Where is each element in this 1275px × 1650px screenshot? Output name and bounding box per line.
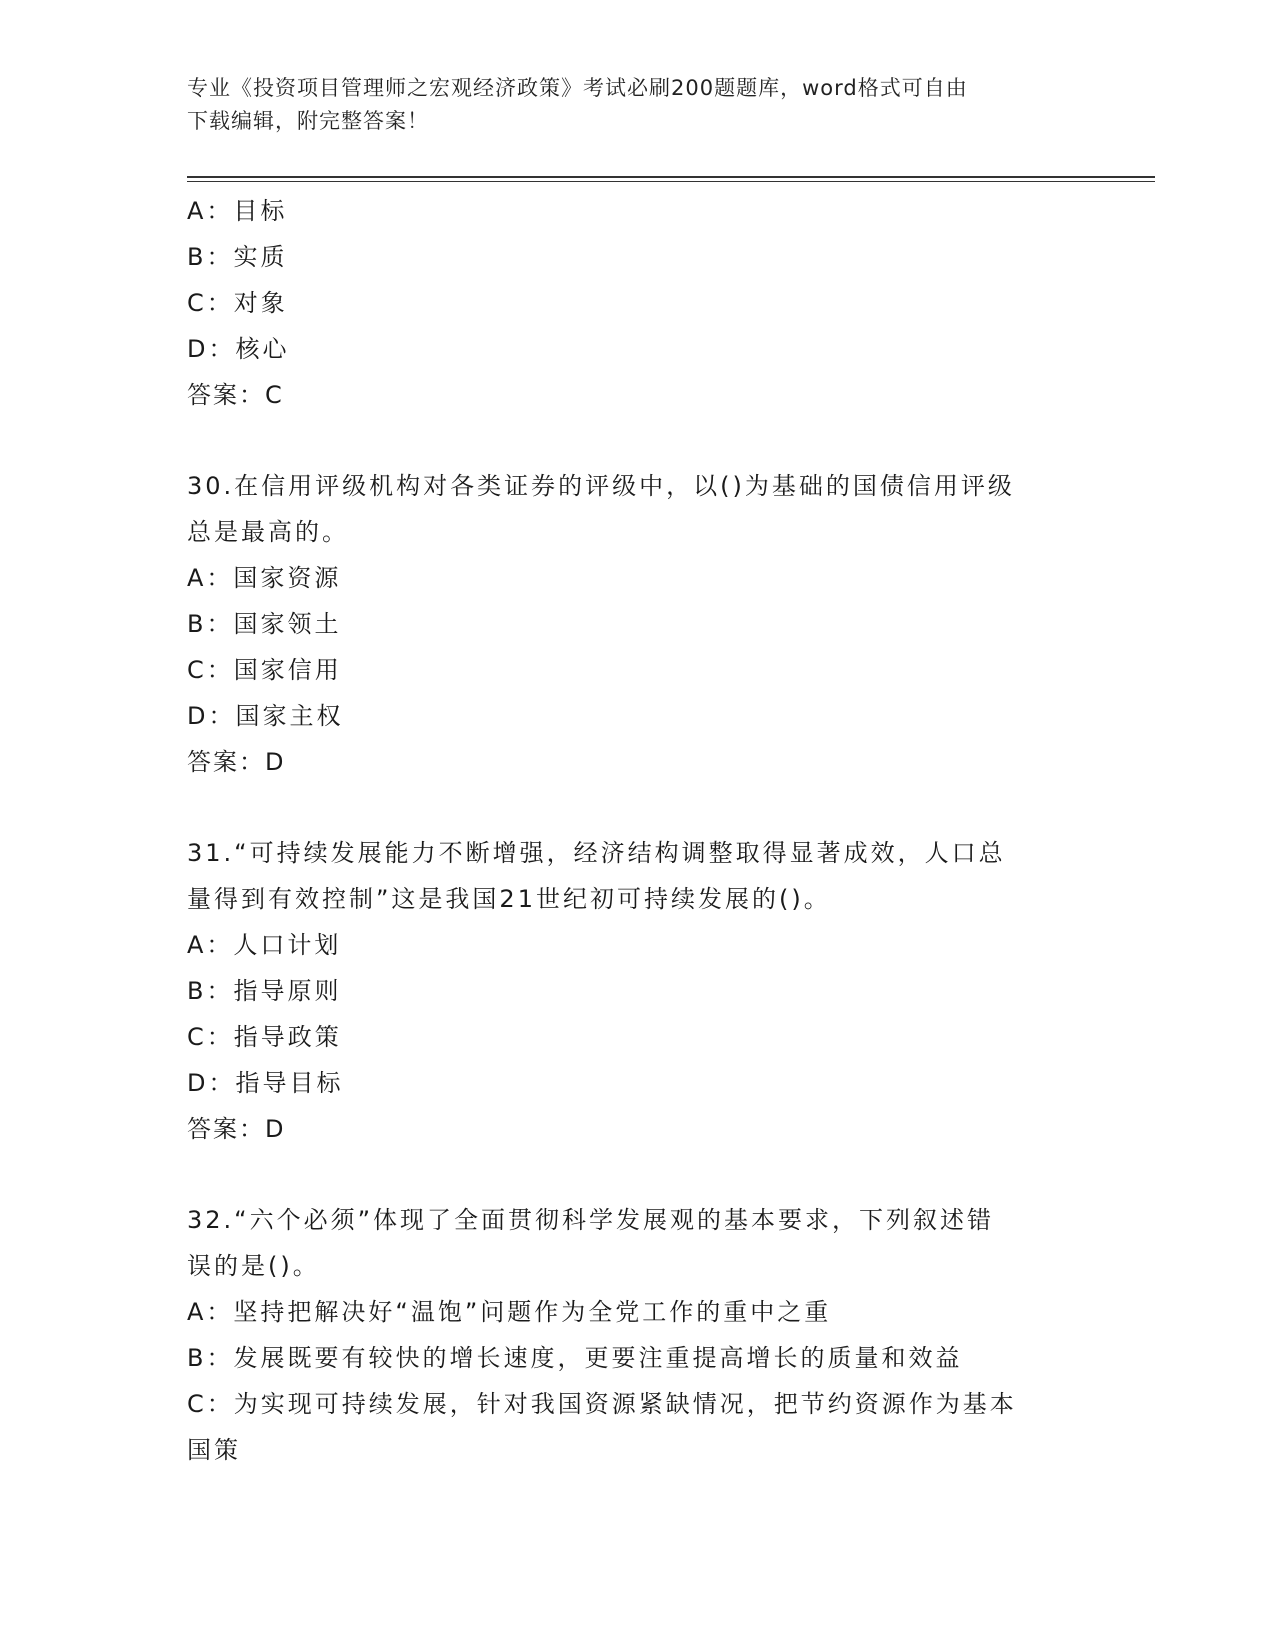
- question-title: 31.“可持续发展能力不断增强，经济结构调整取得显著成效，人口总: [187, 839, 1006, 867]
- page-header: [187, 72, 1087, 138]
- spacer: [187, 418, 1087, 463]
- question-block-31: [187, 830, 1087, 1152]
- option-a: A：坚持把解决好“温饱”问题作为全党工作的重中之重: [187, 1298, 832, 1326]
- spacer: [187, 785, 1087, 830]
- option-c: C：对象: [187, 289, 288, 317]
- question-title: 30.在信用评级机构对各类证券的评级中，以()为基础的国债信用评级: [187, 472, 1015, 500]
- option-b: B：实质: [187, 243, 288, 271]
- spacer: [187, 1152, 1087, 1197]
- option-d: D：指导目标: [187, 1069, 344, 1097]
- option-c: C：指导政策: [187, 1023, 342, 1051]
- document-body: [187, 188, 1087, 1473]
- answer-text: 答案：C: [187, 381, 284, 409]
- header-line-1: 专业《投资项目管理师之宏观经济政策》考试必刷200题题库，word格式可自由: [187, 76, 968, 100]
- option-d: D：核心: [187, 335, 290, 363]
- question-title: 32.“六个必须”体现了全面贯彻科学发展观的基本要求，下列叙述错: [187, 1206, 995, 1234]
- option-a: A：目标: [187, 197, 288, 225]
- question-title-cont: 总是最高的。: [187, 518, 349, 546]
- option-a: A：人口计划: [187, 931, 342, 959]
- question-block-29: [187, 188, 1087, 418]
- question-title-cont: 量得到有效控制”这是我国21世纪初可持续发展的()。: [187, 885, 831, 913]
- answer-text: 答案：D: [187, 1115, 286, 1143]
- option-c-cont: 国策: [187, 1436, 241, 1464]
- option-c: C：为实现可持续发展，针对我国资源紧缺情况，把节约资源作为基本: [187, 1390, 1017, 1418]
- question-title-cont: 误的是()。: [187, 1252, 320, 1280]
- option-b: B：指导原则: [187, 977, 342, 1005]
- option-d: D：国家主权: [187, 702, 344, 730]
- question-block-30: [187, 463, 1087, 785]
- header-rule-thin: [187, 181, 1155, 182]
- answer-text: 答案：D: [187, 748, 286, 776]
- question-block-32: [187, 1197, 1087, 1473]
- option-b: B：国家领土: [187, 610, 342, 638]
- option-c: C：国家信用: [187, 656, 342, 684]
- option-a: A：国家资源: [187, 564, 342, 592]
- header-rule-thick: [187, 176, 1155, 178]
- header-line-2: 下载编辑，附完整答案！: [187, 109, 429, 133]
- option-b: B：发展既要有较快的增长速度，更要注重提高增长的质量和效益: [187, 1344, 963, 1372]
